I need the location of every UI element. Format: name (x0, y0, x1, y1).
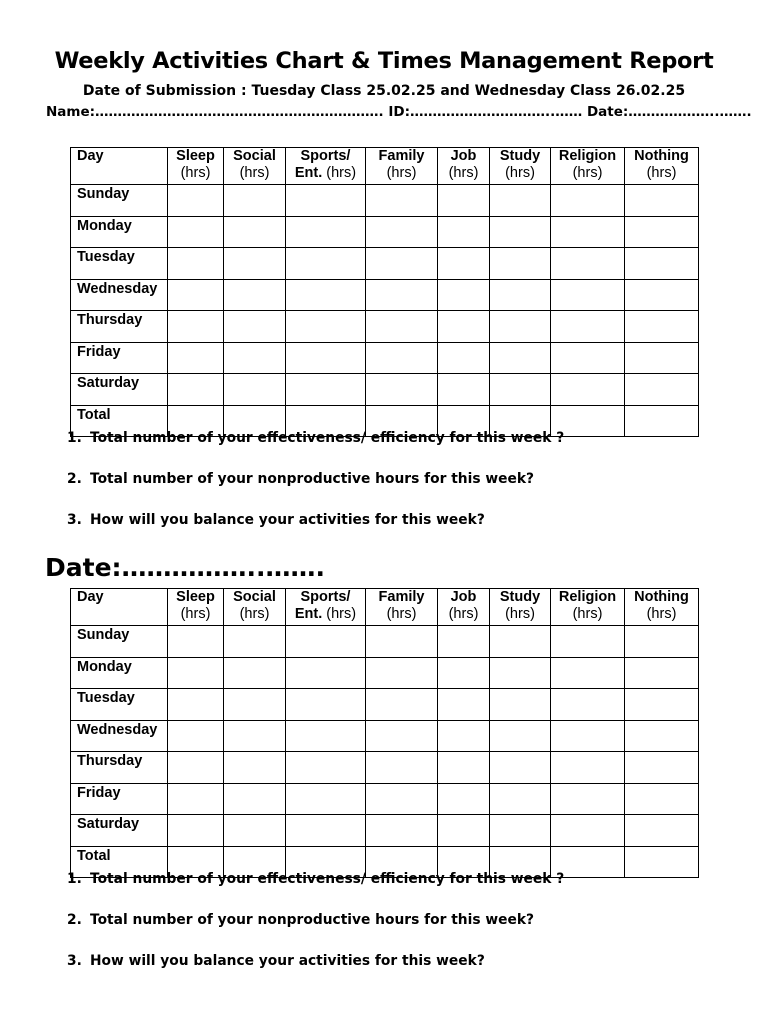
column-header (224, 148, 286, 185)
entry-cell[interactable] (168, 626, 224, 658)
column-header (625, 589, 699, 626)
entry-cell[interactable] (286, 279, 366, 311)
entry-cell[interactable] (168, 783, 224, 815)
column-header (551, 148, 625, 185)
question-text: Total number of your effectiveness/ efficiency for this week ? (90, 871, 565, 887)
table-body (71, 626, 699, 878)
question-text: How will you balance your activities for this week? (90, 953, 485, 969)
row-label: Thursday (71, 311, 168, 343)
row-label: Tuesday (71, 248, 168, 280)
entry-cell[interactable] (224, 689, 286, 721)
column-unit (181, 165, 211, 181)
column-unit (647, 165, 677, 181)
entry-cell[interactable] (490, 342, 551, 374)
entry-cell[interactable] (366, 279, 438, 311)
column-unit-text: (hrs) (646, 165, 677, 181)
entry-cell[interactable] (625, 689, 699, 721)
column-header (490, 589, 551, 626)
row-label: Wednesday (71, 279, 168, 311)
question-number: 1. (67, 430, 82, 446)
question-number: 3. (67, 512, 82, 528)
question-text: Total number of your nonproductive hours for this week? (90, 471, 535, 487)
entry-cell[interactable] (224, 626, 286, 658)
column-header-day: Day (71, 589, 168, 626)
column-header (168, 589, 224, 626)
row-label: Saturday (71, 374, 168, 406)
entry-cell[interactable] (438, 279, 490, 311)
column-name: Sports/ (300, 148, 351, 164)
entry-cell[interactable] (490, 657, 551, 689)
entry-cell[interactable] (224, 720, 286, 752)
entry-cell[interactable] (625, 311, 699, 343)
column-header (438, 589, 490, 626)
column-header (168, 148, 224, 185)
column-unit (573, 606, 603, 622)
entry-cell[interactable] (625, 783, 699, 815)
entry-cell[interactable] (490, 374, 551, 406)
entry-cell[interactable] (168, 689, 224, 721)
column-name: Religion (558, 589, 617, 605)
row-label: Friday (71, 342, 168, 374)
entry-cell[interactable] (168, 185, 224, 217)
column-name: Sports/ (300, 589, 351, 605)
entry-cell[interactable] (551, 752, 625, 784)
table-body (71, 185, 699, 437)
entry-cell[interactable] (168, 342, 224, 374)
row-label: Tuesday (71, 689, 168, 721)
entry-cell[interactable] (286, 720, 366, 752)
entry-cell[interactable] (366, 815, 438, 847)
column-unit (449, 165, 479, 181)
table-header (71, 589, 699, 626)
entry-cell[interactable] (551, 311, 625, 343)
entry-cell[interactable] (366, 720, 438, 752)
entry-cell[interactable] (168, 374, 224, 406)
entry-cell[interactable] (438, 783, 490, 815)
table-header (71, 148, 699, 185)
column-name: Study (499, 589, 541, 605)
entry-cell[interactable] (551, 248, 625, 280)
entry-cell[interactable] (224, 185, 286, 217)
entry-cell[interactable] (438, 689, 490, 721)
entry-cell[interactable] (224, 248, 286, 280)
entry-cell[interactable] (224, 311, 286, 343)
question-item (67, 953, 707, 994)
entry-cell[interactable] (551, 657, 625, 689)
row-label: Wednesday (71, 720, 168, 752)
question-number: 2. (67, 912, 82, 928)
table-row (71, 185, 699, 217)
date-heading: Date:……………..……. (45, 553, 326, 582)
column-name: Job (450, 148, 477, 164)
entry-cell[interactable] (490, 311, 551, 343)
column-header (366, 148, 438, 185)
question-number: 2. (67, 471, 82, 487)
column-unit-text: (hrs) (386, 165, 417, 181)
name-id-date-line: Name:………………………………………………………. ID:…………………………..…… Date:………………..……. (46, 104, 752, 120)
entry-cell[interactable] (438, 374, 490, 406)
table-row (71, 626, 699, 658)
column-unit (240, 606, 270, 622)
column-unit-text: (hrs) (239, 165, 270, 181)
entry-cell[interactable] (551, 185, 625, 217)
column-unit (449, 606, 479, 622)
column-unit (505, 606, 535, 622)
entry-cell[interactable] (224, 752, 286, 784)
row-label: Total (71, 846, 168, 878)
entry-cell[interactable] (286, 374, 366, 406)
entry-cell[interactable] (286, 657, 366, 689)
column-name: Family (378, 148, 425, 164)
entry-cell[interactable] (625, 374, 699, 406)
column-header (286, 589, 366, 626)
column-name: Family (378, 589, 425, 605)
column-name: Nothing (634, 148, 689, 164)
submission-date: Date of Submission : Tuesday Class 25.02.25 and Wednesday Class 26.02.25 (82, 83, 686, 99)
entry-cell[interactable] (490, 279, 551, 311)
entry-cell[interactable] (366, 626, 438, 658)
entry-cell[interactable] (551, 342, 625, 374)
column-unit (573, 165, 603, 181)
entry-cell[interactable] (366, 311, 438, 343)
row-label: Friday (71, 783, 168, 815)
entry-cell[interactable] (625, 279, 699, 311)
entry-cell[interactable] (438, 815, 490, 847)
question-text: Total number of your effectiveness/ efficiency for this week ? (90, 430, 565, 446)
column-unit-text: (hrs) (322, 606, 357, 622)
row-label: Sunday (71, 185, 168, 217)
entry-cell[interactable] (366, 216, 438, 248)
column-unit-text: (hrs) (646, 606, 677, 622)
question-number: 3. (67, 953, 82, 969)
question-text: How will you balance your activities for this week? (90, 512, 485, 528)
column-unit-text: (hrs) (505, 606, 535, 622)
entry-cell[interactable] (551, 626, 625, 658)
row-label: Sunday (71, 626, 168, 658)
entry-cell[interactable] (551, 815, 625, 847)
entry-cell[interactable] (224, 342, 286, 374)
row-label: Monday (71, 216, 168, 248)
column-unit (505, 165, 535, 181)
column-unit (240, 165, 270, 181)
entry-cell[interactable] (490, 248, 551, 280)
entry-cell[interactable] (490, 185, 551, 217)
entry-cell[interactable] (438, 752, 490, 784)
column-unit (387, 606, 417, 622)
entry-cell[interactable] (224, 279, 286, 311)
entry-cell[interactable] (224, 216, 286, 248)
entry-cell[interactable] (490, 689, 551, 721)
entry-cell[interactable] (551, 783, 625, 815)
entry-cell[interactable] (551, 720, 625, 752)
entry-cell[interactable] (286, 783, 366, 815)
table-row (71, 752, 699, 784)
entry-cell[interactable] (224, 783, 286, 815)
column-header (625, 148, 699, 185)
column-unit (181, 606, 211, 622)
table-row (71, 311, 699, 343)
entry-cell[interactable] (366, 657, 438, 689)
column-unit-text: (hrs) (572, 165, 603, 181)
column-unit (295, 606, 356, 622)
entry-cell[interactable] (551, 279, 625, 311)
entry-cell[interactable] (438, 248, 490, 280)
table-row (71, 783, 699, 815)
entry-cell[interactable] (438, 657, 490, 689)
entry-cell[interactable] (366, 783, 438, 815)
entry-cell[interactable] (551, 216, 625, 248)
entry-cell[interactable] (438, 342, 490, 374)
column-unit (295, 165, 356, 181)
column-header (490, 148, 551, 185)
row-label: Thursday (71, 752, 168, 784)
column-unit-text: (hrs) (322, 165, 357, 181)
table-row (71, 720, 699, 752)
entry-cell[interactable] (490, 720, 551, 752)
column-unit-text: (hrs) (572, 606, 603, 622)
table-row (71, 657, 699, 689)
entry-cell[interactable] (286, 185, 366, 217)
question-item (67, 512, 707, 553)
column-unit-bold: Ent. (294, 606, 323, 622)
question-text: Total number of your nonproductive hours for this week? (90, 912, 535, 928)
entry-cell[interactable] (490, 752, 551, 784)
row-label: Saturday (71, 815, 168, 847)
entry-cell[interactable] (551, 374, 625, 406)
column-name: Sleep (176, 148, 215, 164)
entry-cell[interactable] (551, 689, 625, 721)
entry-cell[interactable] (366, 689, 438, 721)
entry-cell[interactable] (168, 720, 224, 752)
entry-cell[interactable] (366, 248, 438, 280)
column-name: Nothing (634, 589, 689, 605)
column-name: Social (233, 148, 276, 164)
entry-cell[interactable] (625, 657, 699, 689)
column-unit-text: (hrs) (448, 606, 479, 622)
entry-cell[interactable] (286, 216, 366, 248)
entry-cell[interactable] (168, 657, 224, 689)
column-header (551, 589, 625, 626)
question-item (67, 871, 707, 912)
entry-cell[interactable] (168, 815, 224, 847)
entry-cell[interactable] (490, 626, 551, 658)
table-row (71, 248, 699, 280)
entry-cell[interactable] (438, 185, 490, 217)
column-unit-text: (hrs) (505, 165, 535, 181)
questions-list-2 (67, 871, 707, 994)
entry-cell[interactable] (168, 311, 224, 343)
column-unit-text: (hrs) (448, 165, 479, 181)
column-unit-text: (hrs) (239, 606, 270, 622)
column-name: Religion (558, 148, 617, 164)
entry-cell[interactable] (625, 248, 699, 280)
entry-cell[interactable] (286, 342, 366, 374)
entry-cell[interactable] (625, 626, 699, 658)
entry-cell[interactable] (625, 216, 699, 248)
table-row (71, 216, 699, 248)
entry-cell[interactable] (438, 216, 490, 248)
entry-cell[interactable] (366, 185, 438, 217)
activity-table-2 (70, 588, 699, 878)
entry-cell[interactable] (366, 752, 438, 784)
entry-cell[interactable] (168, 216, 224, 248)
question-item (67, 430, 707, 471)
entry-cell[interactable] (625, 342, 699, 374)
column-unit-bold: Ent. (294, 165, 323, 181)
column-unit-text: (hrs) (180, 606, 211, 622)
entry-cell[interactable] (286, 815, 366, 847)
entry-cell[interactable] (625, 185, 699, 217)
entry-cell[interactable] (286, 248, 366, 280)
entry-cell[interactable] (366, 374, 438, 406)
column-unit-text: (hrs) (180, 165, 211, 181)
entry-cell[interactable] (366, 342, 438, 374)
row-label: Monday (71, 657, 168, 689)
report-title: Weekly Activities Chart & Times Management Report (54, 48, 714, 74)
entry-cell[interactable] (625, 720, 699, 752)
entry-cell[interactable] (168, 248, 224, 280)
entry-cell[interactable] (224, 374, 286, 406)
entry-cell[interactable] (286, 752, 366, 784)
entry-cell[interactable] (168, 752, 224, 784)
entry-cell[interactable] (625, 815, 699, 847)
column-header (366, 589, 438, 626)
table-row (71, 374, 699, 406)
column-name: Job (450, 589, 477, 605)
entry-cell[interactable] (438, 626, 490, 658)
questions-list-1 (67, 430, 707, 553)
entry-cell[interactable] (224, 815, 286, 847)
entry-cell[interactable] (286, 626, 366, 658)
column-unit (387, 165, 417, 181)
entry-cell[interactable] (224, 657, 286, 689)
entry-cell[interactable] (438, 311, 490, 343)
table-row (71, 342, 699, 374)
column-name: Study (499, 148, 541, 164)
entry-cell[interactable] (490, 815, 551, 847)
entry-cell[interactable] (490, 216, 551, 248)
question-item (67, 912, 707, 953)
table-row (71, 689, 699, 721)
column-header (286, 148, 366, 185)
entry-cell[interactable] (286, 311, 366, 343)
header-row (71, 589, 699, 626)
column-header (224, 589, 286, 626)
entry-cell[interactable] (625, 752, 699, 784)
column-name: Sleep (176, 589, 215, 605)
column-header (438, 148, 490, 185)
activity-table-1 (70, 147, 699, 437)
column-unit (647, 606, 677, 622)
entry-cell[interactable] (490, 783, 551, 815)
header-row (71, 148, 699, 185)
entry-cell[interactable] (168, 279, 224, 311)
question-number: 1. (67, 871, 82, 887)
column-unit-text: (hrs) (386, 606, 417, 622)
question-item (67, 471, 707, 512)
entry-cell[interactable] (438, 720, 490, 752)
table-row (71, 279, 699, 311)
table-row (71, 815, 699, 847)
entry-cell[interactable] (286, 689, 366, 721)
column-name: Social (233, 589, 276, 605)
row-label: Total (71, 405, 168, 437)
column-header-day: Day (71, 148, 168, 185)
